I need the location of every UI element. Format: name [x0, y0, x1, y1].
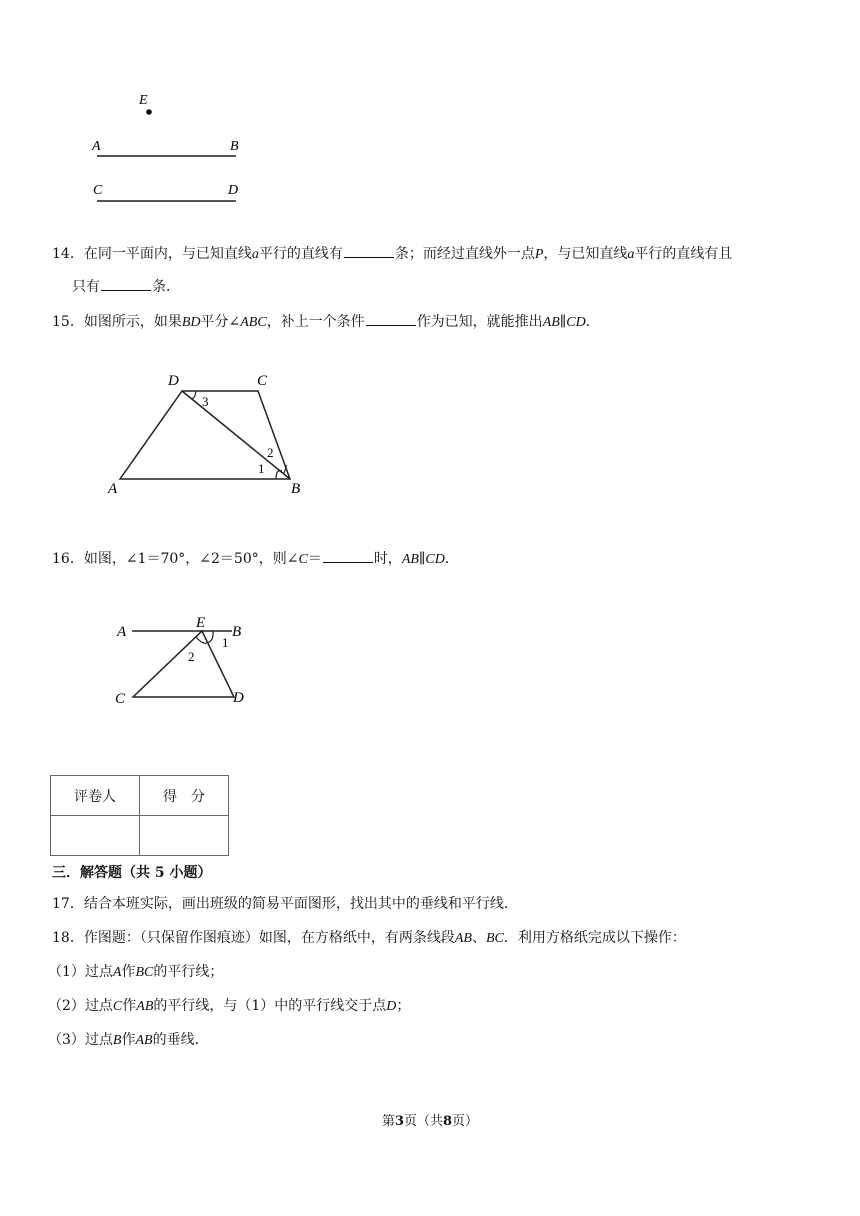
question-number: 14．: [52, 246, 84, 262]
grader-cell[interactable]: [51, 816, 140, 856]
question-15: [52, 311, 600, 333]
label-c: C: [115, 691, 126, 707]
segment-ab: AB: [136, 999, 154, 1014]
label-3: 3: [202, 394, 209, 409]
figure-parallel-lines-point-e: [85, 85, 255, 210]
question-16: [52, 548, 459, 570]
figure-trapezoid-abcd: [100, 365, 320, 500]
question-18-step-2: [48, 996, 410, 1017]
text: 作: [121, 1032, 136, 1048]
answer-blank[interactable]: [323, 548, 373, 563]
segment-bd: BD: [181, 315, 201, 330]
segment-bc: BC: [485, 931, 504, 946]
triangle-ecd: [133, 631, 234, 697]
text: 时，: [373, 551, 402, 567]
angle-2-arc: [196, 637, 206, 643]
text: 平分∠: [200, 314, 241, 330]
total-pages: 8: [443, 1114, 453, 1129]
header-grader: 评卷人: [51, 776, 140, 816]
text: 的平行线；: [153, 964, 224, 980]
question-18-step-3: [48, 1030, 209, 1051]
text: ．: [585, 314, 600, 330]
section-3-heading: 三．解答题（共 5 小题）: [52, 865, 212, 881]
parallel-relation: AB∥CD: [542, 315, 586, 330]
variable-p: P: [534, 247, 544, 262]
text: 平行的直线有且: [634, 246, 733, 262]
label-d: D: [168, 373, 179, 389]
label-b: B: [232, 624, 242, 640]
question-number: 16．: [52, 551, 84, 567]
label-c: C: [257, 373, 268, 389]
label-a: A: [92, 139, 101, 154]
angle-3-arc: [192, 391, 196, 399]
score-table: [50, 775, 229, 856]
label-1: 1: [258, 461, 265, 476]
text: 、: [471, 930, 486, 946]
question-18: [52, 928, 686, 949]
page-footer: [0, 1110, 860, 1129]
text: 作: [121, 964, 136, 980]
label-d: D: [228, 183, 239, 198]
label-c: C: [93, 183, 103, 198]
point-d: D: [386, 999, 397, 1014]
text: 的平行线，与（1）中的平行线交于点: [153, 998, 387, 1014]
question-18-step-1: [48, 962, 223, 983]
text: 如图所示，如果: [83, 314, 182, 330]
point-c: C: [112, 999, 123, 1014]
text: 页（共: [403, 1114, 443, 1129]
question-14-line-1: [52, 243, 732, 265]
label-e: E: [196, 615, 206, 631]
segment-bc: BC: [135, 965, 154, 980]
question-14-line-2: [72, 276, 180, 297]
segment-ab: AB: [135, 1033, 153, 1048]
text: ，与已知直线: [543, 246, 628, 262]
parallel-relation: AB∥CD: [401, 552, 445, 567]
text: （1）过点: [48, 964, 113, 980]
answer-blank[interactable]: [366, 311, 416, 326]
variable-a: a: [251, 247, 259, 262]
label-e: E: [139, 93, 148, 108]
text: 页）: [452, 1114, 479, 1129]
text: 条．: [152, 279, 180, 295]
label-b: B: [230, 139, 239, 154]
text: 作为已知，就能推出: [416, 314, 543, 330]
label-b: B: [291, 481, 301, 497]
page-number: 3: [394, 1114, 404, 1129]
header-score: 得 分: [140, 776, 229, 816]
text: （3）过点: [48, 1032, 113, 1048]
text: 只有: [72, 279, 100, 295]
text: 作图题：（只保留作图痕迹）如图，在方格纸中，有两条线段: [83, 930, 455, 946]
text: 的垂线．: [152, 1032, 209, 1048]
text: ；: [396, 998, 411, 1014]
label-a: A: [117, 624, 127, 640]
text: ．: [444, 551, 459, 567]
point-a: A: [112, 965, 122, 980]
label-2: 2: [188, 649, 195, 664]
text: 条；而经过直线外一点: [394, 246, 535, 262]
segment-ab: AB: [454, 931, 472, 946]
point-e: [146, 109, 152, 115]
text: 在同一平面内，与已知直线: [83, 246, 252, 262]
answer-blank[interactable]: [344, 243, 394, 258]
angle-abc: ABC: [240, 315, 267, 330]
angle-c: C: [298, 552, 308, 567]
text: 作: [122, 998, 137, 1014]
point-b: B: [112, 1033, 122, 1048]
text: （2）过点: [48, 998, 113, 1014]
answer-blank[interactable]: [101, 276, 151, 291]
text: 第: [381, 1114, 395, 1129]
text: ．利用方格纸完成以下操作：: [503, 930, 686, 946]
label-2: 2: [267, 445, 274, 460]
question-number: 15．: [52, 314, 84, 330]
figure-triangle-ecd: [110, 610, 270, 710]
variable-a: a: [627, 247, 635, 262]
score-cell[interactable]: [140, 816, 229, 856]
question-17: 17．结合本班实际，画出班级的简易平面图形，找出其中的垂线和平行线．: [52, 896, 518, 912]
text: 平行的直线有: [258, 246, 343, 262]
label-a: A: [108, 481, 118, 497]
question-number: 18．: [52, 930, 84, 946]
text: 如图，∠1＝70°，∠2＝50°，则∠: [83, 551, 299, 567]
label-1: 1: [222, 635, 229, 650]
text: ＝: [307, 551, 322, 567]
label-d: D: [233, 690, 244, 706]
text: ，补上一个条件: [266, 314, 365, 330]
